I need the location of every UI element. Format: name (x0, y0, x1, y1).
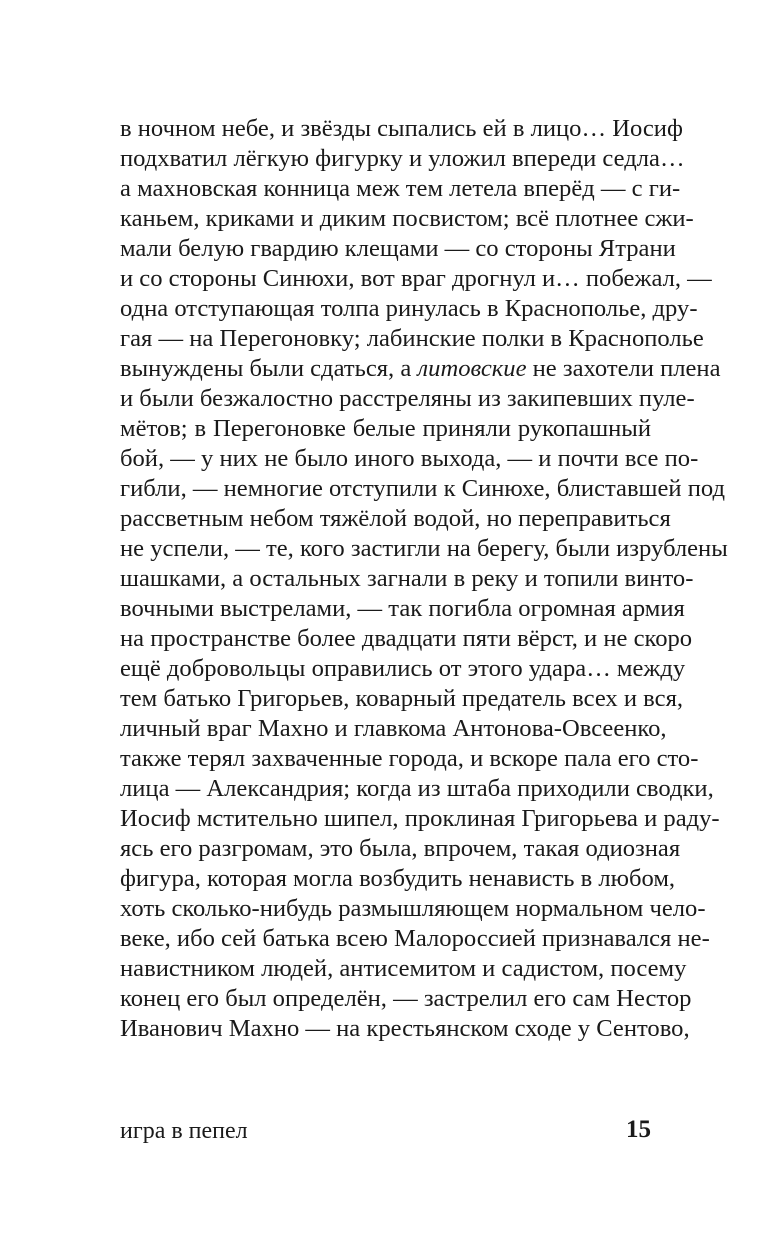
running-title: игра в пепел (120, 1118, 248, 1144)
text-line: и со стороны Синюхи, вот враг дрогнул и… побежал, — (120, 265, 712, 292)
text-line: тем батько Григорьев, коварный предатель всех и вся, (120, 685, 684, 712)
text-line: каньем, криками и диким посвистом; всё плотнее сжи- (120, 205, 694, 232)
text-line: личный враг Махно и главкома Антонова-Овсеенко, (120, 715, 667, 742)
text-line: в ночном небе, и звёзды сыпались ей в лицо… Иосиф (120, 115, 683, 142)
text-line (120, 354, 721, 384)
text-line: мётов; в Перегоновке белые приняли рукопашный (120, 415, 651, 442)
text-line: бой, — у них не было иного выхода, — и почти все по- (120, 445, 699, 472)
text-line: ещё добровольцы оправились от этого удара… между (120, 655, 686, 682)
text-line: ясь его разгромам, это была, впрочем, такая одиозная (120, 835, 681, 862)
text-line: а махновская конница меж тем летела вперёд — с ги- (120, 175, 681, 202)
text-line: Иосиф мстительно шипел, проклиная Григорьева и раду- (120, 805, 720, 832)
text-line: навистником людей, антисемитом и садистом, посему (120, 955, 687, 982)
text-line: гая — на Перегоновку; лабинские полки в Краснополье (120, 325, 704, 352)
text-line: также терял захваченные города, и вскоре пала его сто- (120, 745, 699, 772)
text-line: веке, ибо сей батька всею Малороссией признавался не- (120, 925, 710, 952)
page-number: 15 (626, 1116, 651, 1143)
text-line: фигура, которая могла возбудить ненависть в любом, (120, 865, 676, 892)
text-line: на пространстве более двадцати пяти вёрст, и не скоро (120, 625, 693, 652)
text-line: хоть сколько-нибудь размышляющем нормальном чело- (120, 895, 706, 922)
text-line: и были безжалостно расстреляны из закипевших пуле- (120, 385, 695, 412)
text-segment: не захотели плена (526, 355, 721, 382)
text-line: не успели, — те, кого застигли на берегу, были изрублены (120, 535, 728, 562)
text-line: конец его был определён, — застрелил его сам Нестор (120, 985, 692, 1012)
text-line: гибли, — немногие отступили к Синюхе, блиставшей под (120, 475, 725, 502)
text-segment: вынуждены были сдаться, а (120, 355, 418, 382)
text-line: одна отступающая толпа ринулась в Краснополье, дру- (120, 295, 698, 322)
body-text (120, 114, 728, 1044)
text-line: подхватил лёгкую фигурку и уложил впереди седла… (120, 145, 685, 172)
text-line: рассветным небом тяжёлой водой, но переправиться (120, 505, 671, 532)
text-line: мали белую гвардию клещами — со стороны Ятрани (120, 235, 676, 262)
text-line: вочными выстрелами, — так погибла огромная армия (120, 595, 685, 622)
italic-word: литовские (417, 355, 527, 382)
text-line: Иванович Махно — на крестьянском сходе у Сентово, (120, 1015, 690, 1042)
text-line: шашками, а остальных загнали в реку и топили винто- (120, 565, 694, 592)
text-line: лица — Александрия; когда из штаба приходили сводки, (120, 775, 714, 802)
